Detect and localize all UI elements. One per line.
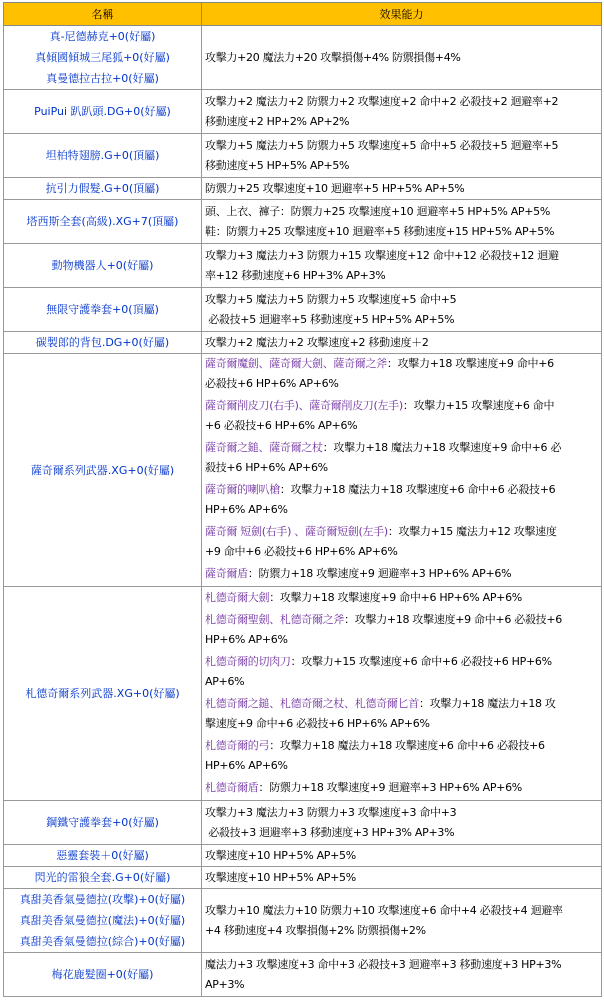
effect-line: 攻擊速度+10 HP+5% AP+5% (205, 870, 356, 884)
weapon-stats: ：攻擊力+18 攻擊速度+9 命中+6 HP+6% AP+6% (269, 590, 522, 604)
effect-line: 攻擊力+3 魔法力+3 防禦力+3 攻擊速度+3 命中+3 (205, 805, 457, 819)
header-name: 名稱 (4, 3, 202, 26)
weapon-stats-cont: +6 必殺技+6 HP+6% AP+6% (205, 419, 358, 432)
weapon-effect (205, 588, 601, 610)
weapon-label: 薩奇爾之鎚、薩奇爾之杖 (205, 441, 323, 454)
effect-line: 攻擊速度+10 HP+5% AP+5% (205, 848, 356, 862)
table-row (4, 244, 602, 288)
effect-line: 頭、上衣、褲子：防禦力+25 攻擊速度+10 迴避率+5 HP+5% AP+5% (205, 204, 551, 218)
item-name: 梅花鹿髮圈+0(好屬) (51, 968, 154, 981)
table-row (4, 332, 602, 354)
item-name-cell (4, 845, 202, 867)
weapon-effect (205, 652, 601, 694)
table-row (4, 801, 602, 845)
weapon-stats: ：攻擊力+15 魔法力+12 攻擊速度 (387, 525, 557, 538)
item-name: 閃光的雷狼全套.G+0(好屬) (34, 871, 171, 884)
item-name: 動物機器人+0(好屬) (51, 259, 154, 272)
weapon-stats-cont: 必殺技+6 HP+6% AP+6% (205, 377, 339, 390)
item-effect-cell (202, 200, 602, 244)
item-effect-cell (202, 90, 602, 134)
item-effect-cell (202, 288, 602, 332)
weapon-stats: ：攻擊力+18 魔法力+18 攻擊速度+9 命中+6 必 (322, 441, 562, 454)
effect-line: 鞋：防禦力+25 攻擊速度+10 迴避率+5 移動速度+15 HP+5% AP+5% (205, 224, 555, 238)
weapon-stats: ：攻擊力+18 攻擊速度+9 命中+6 (386, 357, 554, 370)
item-effect-cell (202, 332, 602, 354)
item-name: 無限守護拳套+0(頂屬) (46, 303, 159, 316)
item-name: 真甜美香氣曼德拉(攻擊)+0(好屬) (19, 893, 186, 906)
item-effect-cell (202, 178, 602, 200)
item-name-cell (4, 867, 202, 889)
weapon-stats: ：攻擊力+18 攻擊速度+9 命中+6 必殺技+6 (344, 612, 562, 626)
table-row (4, 867, 602, 889)
item-name: 真曼德拉古拉+0(好屬) (46, 72, 159, 85)
weapon-stats: ：攻擊力+18 魔法力+18 攻 (419, 696, 556, 710)
weapon-label: 薩奇爾 短劍(右手) 、薩奇爾短劍(左手) (205, 525, 388, 538)
weapon-label: 札德奇爾大劍 (205, 590, 270, 604)
weapon-effect (205, 354, 601, 396)
effect-line: +4 移動速度+4 攻擊損傷+2% 防禦損傷+2% (205, 923, 426, 937)
effect-line: 攻擊力+5 魔法力+5 防禦力+5 攻擊速度+5 命中+5 (205, 292, 457, 306)
weapon-effect (205, 480, 601, 522)
item-name-cell (4, 244, 202, 288)
item-effect-cell (202, 889, 602, 953)
effect-line: 攻擊力+10 魔法力+10 防禦力+10 攻擊速度+6 命中+4 必殺技+4 迴避率 (205, 903, 563, 917)
weapon-stats-cont: HP+6% AP+6% (205, 503, 288, 516)
weapon-stats-cont: AP+6% (205, 674, 245, 688)
table-row (4, 953, 602, 997)
item-name-cell (4, 26, 202, 90)
item-name: 札德奇爾系列武器.XG+0(好屬) (25, 687, 180, 700)
item-name-cell (4, 134, 202, 178)
item-effect-cell (202, 953, 602, 997)
item-name-cell (4, 587, 202, 801)
weapon-effect (205, 522, 601, 564)
header-row (4, 3, 602, 26)
table-row (4, 26, 602, 90)
item-effect-cell (202, 244, 602, 288)
weapon-stats: ：攻擊力+15 攻擊速度+6 命中 (402, 399, 555, 412)
item-name: 塔西斯全套(高級).XG+7(頂屬) (26, 215, 179, 228)
item-name-cell (4, 801, 202, 845)
weapon-effect (205, 564, 601, 586)
item-name: 鋼鐵守護拳套+0(好屬) (46, 816, 159, 829)
weapon-label: 薩奇爾盾 (205, 567, 248, 580)
weapon-effect (205, 736, 601, 778)
effect-line: 防禦力+25 攻擊速度+10 迴避率+5 HP+5% AP+5% (205, 181, 465, 195)
item-effect-cell (202, 134, 602, 178)
item-name-cell (4, 200, 202, 244)
item-name-cell (4, 288, 202, 332)
item-effect-cell (202, 354, 602, 587)
table-row (4, 845, 602, 867)
table-row (4, 134, 602, 178)
weapon-stats-cont: 殺技+6 HP+6% AP+6% (205, 461, 328, 474)
item-name: 薩奇爾系列武器.XG+0(好屬) (30, 463, 175, 477)
weapon-effect (205, 396, 601, 438)
weapon-label: 札德奇爾的切肉刀 (205, 654, 291, 668)
item-name: 惡靈套裝＋0(好屬) (56, 849, 149, 862)
table-row (4, 178, 602, 200)
item-effect-cell (202, 587, 602, 801)
item-name: 抗引力假髮.G+0(頂屬) (45, 182, 160, 195)
item-effect-cell (202, 867, 602, 889)
weapon-label: 札德奇爾之鎚、札德奇爾之杖、札德奇爾匕首 (205, 696, 419, 710)
weapon-label: 札德奇爾的弓 (205, 738, 270, 752)
item-name-cell (4, 354, 202, 587)
item-name-cell (4, 178, 202, 200)
weapon-effect (205, 438, 601, 480)
weapon-stats-cont: HP+6% AP+6% (205, 632, 288, 646)
weapon-effect (205, 778, 601, 800)
effect-line: 攻擊力+2 魔法力+2 攻擊速度+2 移動速度＋2 (205, 335, 429, 349)
weapon-stats-cont: +9 命中+6 必殺技+6 HP+6% AP+6% (205, 545, 398, 558)
weapon-label: 薩奇爾的喇叭槍 (205, 483, 280, 496)
item-effect-cell (202, 26, 602, 90)
table-row (4, 200, 602, 244)
effect-line: 攻擊力+20 魔法力+20 攻擊損傷+4% 防禦損傷+4% (205, 50, 461, 64)
item-name: 真甜美香氣曼德拉(綜合)+0(好屬) (19, 935, 186, 948)
weapon-label: 札德奇爾盾 (205, 780, 259, 794)
effect-line: 必殺技+3 迴避率+3 移動速度+3 HP+3% AP+3% (205, 825, 455, 839)
item-name: 坦柏特翅膀.G+0(頂屬) (45, 149, 160, 162)
item-name-cell (4, 332, 202, 354)
table-row (4, 587, 602, 801)
weapon-label: 薩奇爾削皮刀(右手)、薩奇爾削皮刀(左手) (205, 399, 403, 412)
item-name: PuiPui 趴趴頭.DG+0(好屬) (34, 105, 171, 118)
weapon-stats-cont: 擊速度+9 命中+6 必殺技+6 HP+6% AP+6% (205, 716, 430, 730)
item-name-cell (4, 90, 202, 134)
weapon-stats-cont: HP+6% AP+6% (205, 758, 288, 772)
weapon-stats: ：防禦力+18 攻擊速度+9 迴避率+3 HP+6% AP+6% (247, 567, 512, 580)
weapon-label: 札德奇爾聖劍、札德奇爾之斧 (205, 612, 345, 626)
table-row (4, 90, 602, 134)
weapon-stats: ：攻擊力+18 魔法力+18 攻擊速度+6 命中+6 必殺技+6 (279, 483, 556, 496)
table-row (4, 288, 602, 332)
item-name: 碳製郎的背包.DG+0(好屬) (35, 336, 170, 349)
equipment-table (3, 2, 602, 997)
weapon-stats: ：攻擊力+15 攻擊速度+6 命中+6 必殺技+6 HP+6% (290, 654, 552, 668)
effect-line: 攻擊力+3 魔法力+3 防禦力+15 攻擊速度+12 命中+12 必殺技+12 迴避 (205, 248, 559, 262)
effect-line: 必殺技+5 迴避率+5 移動速度+5 HP+5% AP+5% (205, 312, 455, 326)
effect-line: 移動速度+2 HP+2% AP+2% (205, 114, 350, 128)
weapon-label: 薩奇爾魔劍、薩奇爾大劍、薩奇爾之斧 (205, 357, 387, 370)
item-effect-cell (202, 845, 602, 867)
effect-line: 攻擊力+2 魔法力+2 防禦力+2 攻擊速度+2 命中+2 必殺技+2 迴避率+2 (205, 94, 559, 108)
weapon-effect (205, 694, 601, 736)
item-name: 真-尼德赫克+0(好屬) (49, 30, 156, 43)
table-row (4, 889, 602, 953)
item-name-cell (4, 889, 202, 953)
effect-line: AP+3% (205, 977, 245, 991)
item-name: 真甜美香氣曼德拉(魔法)+0(好屬) (19, 914, 186, 927)
item-name: 真傾國傾城三尾狐+0(好屬) (35, 51, 170, 64)
weapon-effect (205, 610, 601, 652)
weapon-stats: ：攻擊力+18 魔法力+18 攻擊速度+6 命中+6 必殺技+6 (269, 738, 545, 752)
item-effect-cell (202, 801, 602, 845)
effect-line: 率+12 移動速度+6 HP+3% AP+3% (205, 268, 386, 282)
item-name-cell (4, 953, 202, 997)
table-row (4, 354, 602, 587)
header-effect: 效果能力 (202, 3, 602, 26)
effect-line: 魔法力+3 攻擊速度+3 命中+3 必殺技+3 迴避率+3 移動速度+3 HP+3% (205, 957, 562, 971)
effect-line: 移動速度+5 HP+5% AP+5% (205, 158, 350, 172)
weapon-stats: ：防禦力+18 攻擊速度+9 迴避率+3 HP+6% AP+6% (258, 780, 522, 794)
effect-line: 攻擊力+5 魔法力+5 防禦力+5 攻擊速度+5 命中+5 必殺技+5 迴避率+5 (205, 138, 559, 152)
